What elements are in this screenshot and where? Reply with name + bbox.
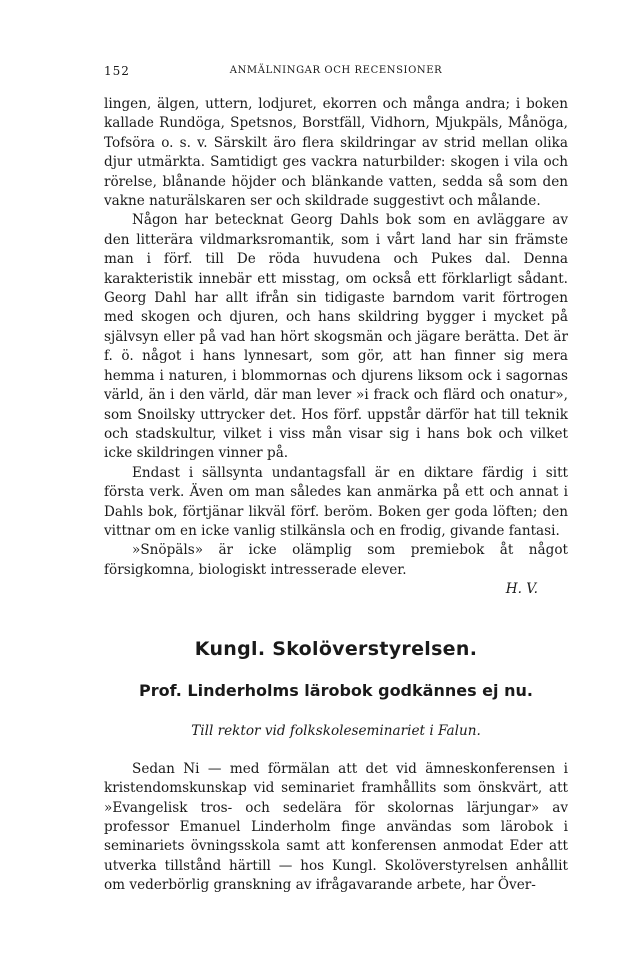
spacer xyxy=(104,700,568,722)
review-paragraph: »Snöpäls» är icke olämplig som premiebok åt något försigkomna, biologiskt intresserade elever. xyxy=(104,542,568,578)
spacer xyxy=(104,659,568,681)
spacer xyxy=(104,742,568,760)
page-body xyxy=(104,95,568,896)
article-title: Prof. Linderholms lärobok godkännes ej nu. xyxy=(139,680,533,700)
review-paragraph: Någon har betecknat Georg Dahls bok som en avläggare av den litterära vildmarksromantik, som i vårt land har sin främste man i förf. till De röda huvudena och Pukes dal. Denna karakteristik innebär ett misstag, om också ett förklarligt sådant. Georg Dahl har allt ifrån sin tidigaste barndom varit förtrogen med skogen och djuren, och hans skildring bygger i mycket på självsyn eller på vad han hört skogsmän och jägare berätta. Det är f. ö. något i hans lynnesart, som gör, att han finner sig mera hemma i naturen, i blommornas och djurens liksom ock i sagornas värld, än i den värld, där man lever »i frack och flärd och onatur», som Snoilsky uttrycker det. Hos förf. uppstår därför hat till teknik och stadskultur, vilket i viss mån visar sig i hans bok och vilket icke skildringen vinner på. xyxy=(104,212,568,462)
running-head: ANMÄLNINGAR OCH RECENSIONER xyxy=(229,65,443,76)
page-header xyxy=(104,64,568,80)
spacer xyxy=(104,600,568,640)
review-signature: H. V. xyxy=(505,581,538,598)
review-paragraph: Endast i sällsynta undantagsfall är en diktare färdig i sitt första verk. Även om man således kan anmärka på ett och annat i Dahls bok, förtjänar likväl förf. beröm. Boken ger goda löften; den vittnar om en icke vanlig stilkänsla och en frodig, givande fantasi. xyxy=(104,464,568,539)
letter-body: Sedan Ni — med förmälan att det vid ämneskonferensen i kristendomskunskap vid seminariet framhållits som önskvärt, att »Evangelisk tros- och sedelära för skolornas lärjungar» av professor Emanuel Linderholm finge användas som lärobok i seminariets övningsskola samt att konferensen anmodat Eder att utverka tillstånd härtill — hos Kungl. Skolöverstyrelsen anhållit om vederbörlig granskning av ifrågavarande arbete, har Över- xyxy=(104,760,568,894)
page-number: 152 xyxy=(104,64,130,78)
review-paragraph: lingen, älgen, uttern, lodjuret, ekorren och många andra; i boken kallade Rundöga, Spetsnos, Borstfäll, Vidhorn, Mjukpäls, Månöga, Tofsöra o. s. v. Särskilt äro flera skildringar av strid mellan olika djur utmärkta. Samtidigt ges vackra naturbilder: skogen i vila och rörelse, blånande höjder och blänkande vatten, sedda så som den vakne naturälskaren ser och skildrade suggestivt och målande. xyxy=(104,96,568,210)
letter-address: Till rektor vid folkskoleseminariet i Falun. xyxy=(191,723,481,740)
section-title: Kungl. Skolöverstyrelsen. xyxy=(194,637,478,660)
